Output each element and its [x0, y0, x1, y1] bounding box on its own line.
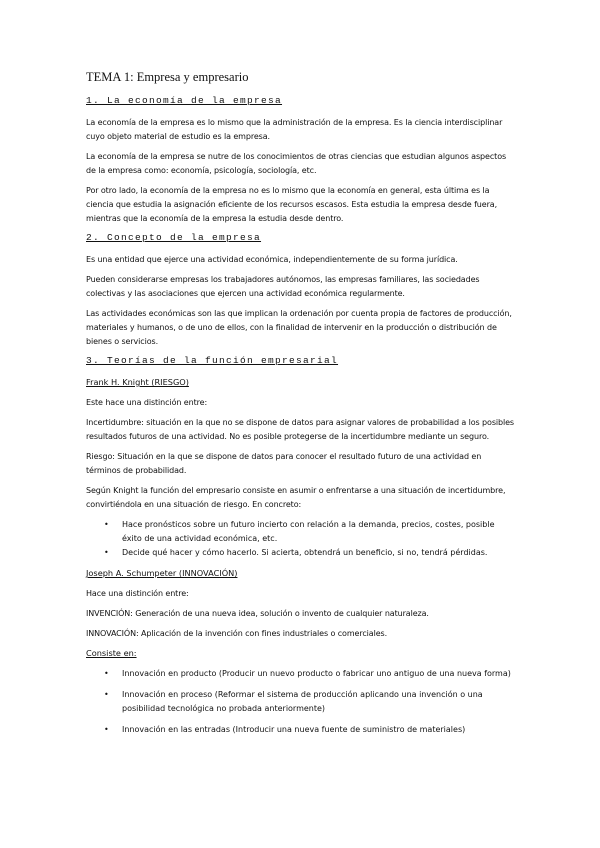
- paragraph-riesgo: Riesgo: Situación en la que se dispone de datos para conocer el resultado futuro de una actividad en términos de probabilidad.: [86, 452, 482, 475]
- paragraph-innovacion: INNOVACIÓN: Aplicación de la invención con fines industriales o comerciales.: [86, 629, 388, 638]
- list-item: [86, 518, 516, 546]
- list-item-text: Innovación en proceso (Reformar el sistema de producción aplicando una invención o una posibilidad tecnológica no probada anteriormente): [122, 690, 483, 713]
- list-item-text: Innovación en las entradas (Introducir una nueva fuente de suministro de materiales): [122, 725, 466, 734]
- bullet-icon: •: [104, 725, 109, 734]
- subheading-schumpeter: Joseph A. Schumpeter (INNOVACIÓN): [86, 568, 238, 578]
- section-heading-3: 3. Teorías de la función empresarial: [86, 355, 339, 366]
- list-item-text: Innovación en producto (Producir un nuevo producto o fabricar uno antiguo de una nueva forma): [122, 669, 511, 678]
- knight-bullet-list: [86, 518, 516, 560]
- paragraph: Las actividades económicas son las que implican la ordenación por cuenta propia de factores de producción, materiales y humanos, o de uno de ellos, con la finalidad de intervenir en la producción o distribución de bienes o servicios.: [86, 309, 512, 346]
- list-item-text: Hace pronósticos sobre un futuro incierto con relación a la demanda, precios, costes, posible éxito de una actividad económica, etc.: [122, 520, 495, 543]
- subheading-knight: Frank H. Knight (RIESGO): [86, 377, 189, 387]
- paragraph: Es una entidad que ejerce una actividad económica, independientemente de su forma jurídica.: [86, 255, 458, 264]
- bullet-icon: •: [104, 690, 109, 699]
- list-item: [86, 667, 516, 681]
- paragraph: Según Knight la función del empresario consiste en asumir o enfrentarse a una situación de incertidumbre, convirtiéndola en una situación de riesgo. En concreto:: [86, 486, 506, 509]
- document-page: [86, 70, 516, 744]
- list-item: [86, 688, 516, 716]
- paragraph: La economía de la empresa se nutre de los conocimientos de otras ciencias que estudian algunos aspectos de la empresa como: economía, psicología, sociología, etc.: [86, 152, 507, 175]
- bullet-icon: •: [104, 669, 109, 678]
- list-item: [86, 723, 516, 737]
- paragraph: Este hace una distinción entre:: [86, 398, 208, 407]
- section-heading-1: 1. La economía de la empresa: [86, 95, 283, 106]
- list-item: [86, 546, 516, 560]
- subheading-consiste: Consiste en:: [86, 648, 137, 658]
- bullet-icon: •: [104, 548, 109, 557]
- section-heading-2: 2. Concepto de la empresa: [86, 232, 262, 243]
- paragraph: Pueden considerarse empresas los trabajadores autónomos, las empresas familiares, las sociedades colectivas y las asociaciones que ejercen una actividad económica regularmente.: [86, 275, 480, 298]
- schumpeter-bullet-list: [86, 667, 516, 737]
- paragraph-incertidumbre: Incertidumbre: situación en la que no se dispone de datos para asignar valores de probabilidad a los posibles resultados futuros de una actividad. No es posible protegerse de la incertidumbre mediante un seguro.: [86, 418, 514, 441]
- list-item-text: Decide qué hacer y cómo hacerlo. Si acierta, obtendrá un beneficio, si no, tendrá pérdidas.: [122, 548, 488, 557]
- paragraph: Por otro lado, la economía de la empresa no es lo mismo que la economía en general, esta última es la ciencia que estudia la asignación eficiente de los recursos escasos. Esta estudia la empresa desde fuera, mientras que la economía de la empresa la estudia desde dentro.: [86, 186, 498, 223]
- bullet-icon: •: [104, 520, 109, 529]
- paragraph: La economía de la empresa es lo mismo que la administración de la empresa. Es la ciencia interdisciplinar cuyo objeto material de estudio es la empresa.: [86, 118, 503, 141]
- paragraph-invencion: INVENCIÓN: Generación de una nueva idea, solución o invento de cualquier naturaleza.: [86, 609, 429, 618]
- document-title: TEMA 1: Empresa y empresario: [86, 70, 249, 84]
- paragraph: Hace una distinción entre:: [86, 589, 189, 598]
